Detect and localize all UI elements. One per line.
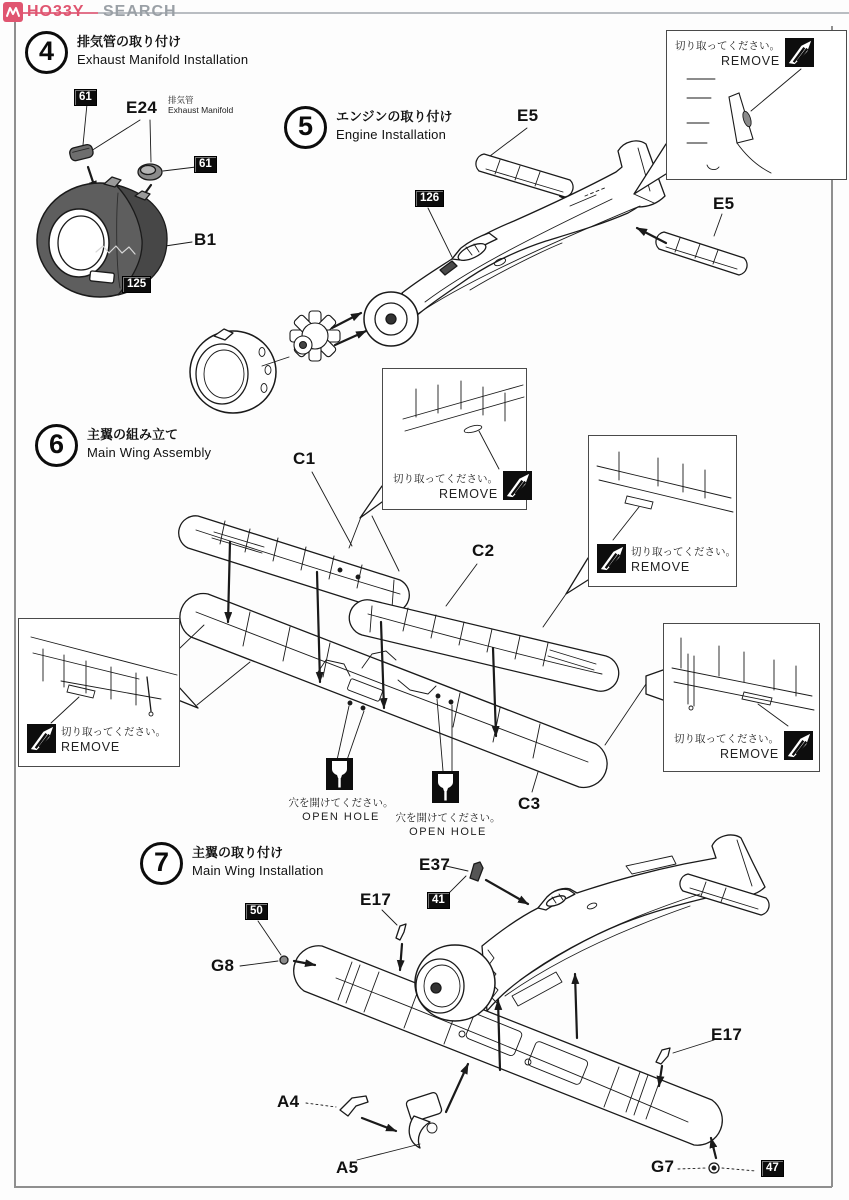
step4-art [37,104,196,297]
step6-title-en: Main Wing Assembly [87,445,212,460]
exhaust-stub-part-2 [138,164,162,180]
part-a5 [405,1092,442,1148]
step7-title-ja: 主翼の取り付け [192,845,284,860]
e24-caption-ja: 排気管 [168,95,194,105]
knife-icon [785,38,814,67]
open-hole-icon [326,758,353,790]
cowl-ring [190,329,276,413]
watermark-brand-light: SEARCH [103,3,177,20]
exhaust-stub-part-1 [69,144,94,162]
part-label-c2: C2 [472,541,495,560]
remove-text-en: REMOVE [720,747,779,761]
radial-engine [290,311,340,361]
open-hole-icon [432,771,459,803]
open-hole-ja: 穴を開けてください。 [395,812,501,824]
fuselage-step7 [415,835,769,1021]
part-label-e5-a: E5 [517,106,539,125]
step7-number: 7 [140,842,183,885]
open-hole-en: OPEN HOLE [409,826,487,838]
step7-header [140,842,324,885]
part-label-b1: B1 [194,230,217,249]
step5-number: 5 [284,106,327,149]
part-tag-50: 50 [245,903,268,920]
open-hole-caption-2 [393,810,503,838]
step4-number: 4 [25,31,68,74]
remove-text-ja: 切り取ってください。 [631,546,736,558]
remove-text-en: REMOVE [721,54,780,68]
part-label-c1: C1 [293,449,316,468]
step4-title-ja: 排気管の取り付け [77,34,182,49]
step6-title-ja: 主翼の組み立て [87,427,179,442]
part-e37 [470,862,483,881]
step7-art [240,835,769,1173]
step6-header [35,424,211,467]
step5-header [284,106,452,149]
part-label-c3: C3 [518,794,541,813]
hobbysearch-logo-icon [3,2,23,22]
part-label-a4: A4 [277,1092,300,1111]
step7-title-en: Main Wing Installation [192,863,324,878]
remove-text-ja: 切り取ってください。 [61,726,166,738]
part-a4 [340,1096,368,1116]
knife-icon [597,544,626,573]
remove-callout-right [588,435,737,587]
part-label-a5: A5 [336,1158,359,1177]
part-label-e37: E37 [419,855,451,874]
knife-icon [503,471,532,500]
e24-caption [168,95,233,115]
remove-callout-far-right [663,623,820,772]
remove-text-en: REMOVE [631,560,690,574]
part-g8 [280,956,288,964]
knife-icon [27,724,56,753]
part-label-e24: E24 [126,98,158,117]
remove-callout-center [382,368,527,510]
part-label-g8: G8 [211,956,235,975]
part-label-e17-a: E17 [360,890,392,909]
part-e17-right [656,1048,670,1064]
remove-text-en: REMOVE [61,740,120,754]
part-e17-left [396,924,406,940]
open-hole-caption-1 [286,795,396,823]
step6-number: 6 [35,424,78,467]
open-hole-en: OPEN HOLE [302,811,380,823]
remove-text-en: REMOVE [439,487,498,501]
stabilizer-e5-lower [656,232,747,275]
hobbysearch-watermark [0,0,849,24]
part-g7 [709,1163,719,1173]
open-hole-ja: 穴を開けてください。 [288,797,394,809]
remove-text-ja: 切り取ってください。 [675,40,780,52]
step4-header [25,31,248,74]
part-label-e5-b: E5 [713,194,735,213]
remove-callout-left [18,618,180,767]
part-label-e17-b: E17 [711,1025,743,1044]
part-tag-47: 47 [761,1160,784,1177]
knife-icon [784,731,813,760]
part-tag-126: 126 [415,190,444,207]
remove-text-ja: 切り取ってください。 [393,473,498,485]
part-tag-125: 125 [122,276,151,293]
stabilizer-e5-upper [476,154,573,197]
part-tag-61-b: 61 [194,156,217,173]
part-label-g7: G7 [651,1157,675,1176]
remove-callout-top-right [666,30,847,180]
e24-caption-en: Exhaust Manifold [168,105,234,115]
step5-title-ja: エンジンの取り付け [336,109,453,124]
part-tag-41: 41 [427,892,450,909]
step4-title-en: Exhaust Manifold Installation [77,52,249,67]
remove-text-ja: 切り取ってください。 [674,733,779,745]
watermark-brand-bold: HO33Y [27,3,85,20]
part-tag-61-a: 61 [74,89,97,106]
step5-title-en: Engine Installation [336,127,447,142]
